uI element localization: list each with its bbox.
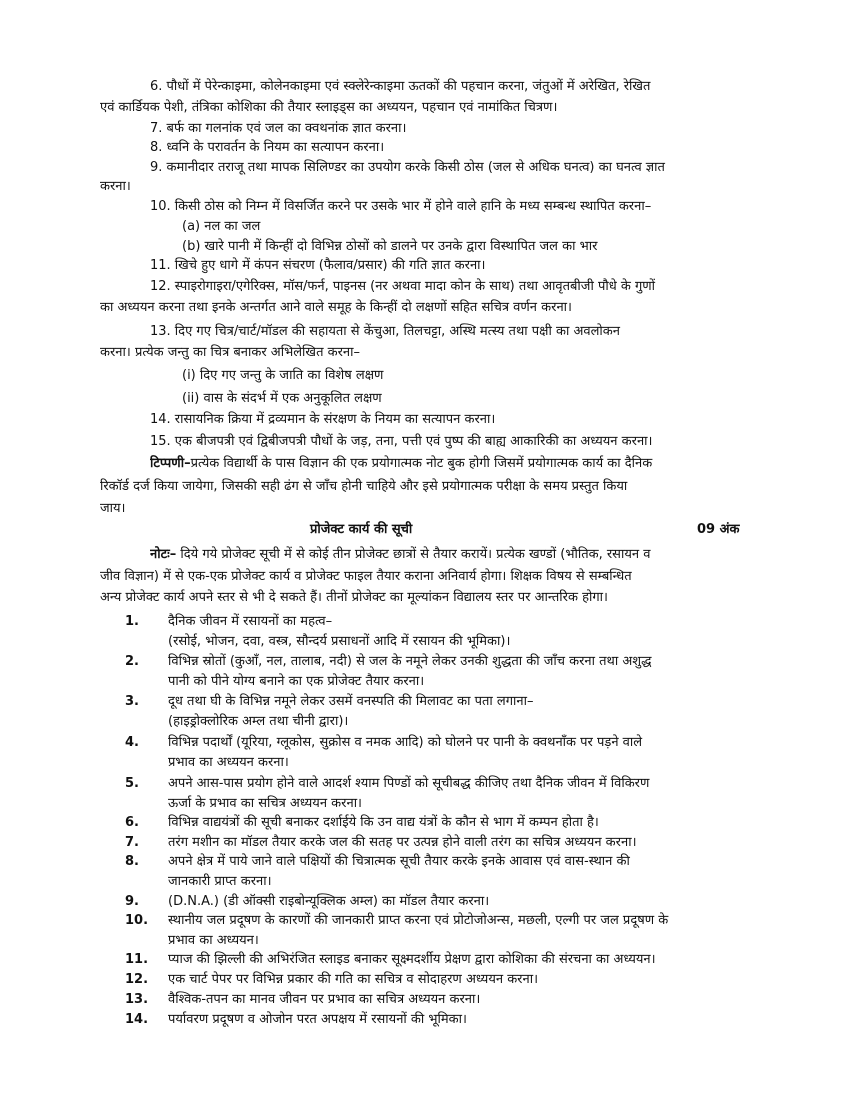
remark-label: टिप्पणी– xyxy=(150,456,191,471)
project-item-text: अपने क्षेत्र में पाये जाने वाले पक्षियों की चित्रात्मक सूची तैयार करके इनके आवास एवं वास-स्थान की xyxy=(168,854,630,869)
project-item-text: दूध तथा घी के विभिन्न नमूने लेकर उसमें वनस्पति की मिलावट का पता लगाना– xyxy=(168,694,534,709)
practical-9-line-2: करना। xyxy=(100,179,131,194)
project-item-text: तरंग मशीन का मॉडल तैयार करके जल की सतह पर उत्पन्न होने वाली तरंग का सचित्र अध्ययन करना। xyxy=(168,835,637,850)
project-item-number: 1. xyxy=(125,614,139,629)
project-item-number: 3. xyxy=(125,694,139,709)
project-item-text: (D.N.A.) (डी ऑक्सी राइबोन्यूक्लिक अम्ल) का मॉडल तैयार करना। xyxy=(168,894,490,909)
practical-13-ii: (ii) वास के संदर्भ में एक अनुकूलित लक्षण xyxy=(182,391,382,406)
project-item-text-continued: (हाइड्रोक्लोरिक अम्ल तथा चीनी द्वारा)। xyxy=(168,714,349,729)
practical-7: 7. बर्फ का गलनांक एवं जल का क्वथनांक ज्ञात करना। xyxy=(150,121,407,136)
project-heading xyxy=(100,519,770,539)
practical-6-line-2: एवं कार्डियक पेशी, तंत्रिका कोशिका की तैयार स्लाइड्स का अध्ययन, पहचान एवं नामांकित चित्रण। xyxy=(100,100,558,115)
project-item-text: स्थानीय जल प्रदूषण के कारणों की जानकारी प्राप्त करना एवं प्रोटोजोअन्स, मछली, एल्गी पर जल प्रदूषण के xyxy=(168,913,669,928)
project-item-number: 12. xyxy=(125,972,149,987)
project-item-text: पर्यावरण प्रदूषण व ओजोन परत अपक्षय में रसायनों की भूमिका। xyxy=(168,1012,467,1027)
project-note-text: दिये गये प्रोजेक्ट सूची में से कोई तीन प्रोजेक्ट छात्रों से तैयार करायें। प्रत्येक खण्डों (भौतिक, रसायन व xyxy=(180,547,651,562)
project-item-text: दैनिक जीवन में रसायनों का महत्व– xyxy=(168,614,333,629)
practical-12-line-2: का अध्ययन करना तथा इनके अन्तर्गत आने वाले समूह के किन्हीं दो लक्षणों सहित सचित्र वर्णन करना। xyxy=(100,300,572,315)
project-item-number: 11. xyxy=(125,952,149,967)
project-item-text: प्याज की झिल्ली की अभिरंजित स्लाइड बनाकर सूक्ष्मदर्शीय प्रेक्षण द्वारा कोशिका की संरचना का अध्ययन। xyxy=(168,952,656,967)
project-item-text: विभिन्न स्रोतों (कुआँ, नल, तालाब, नदी) से जल के नमूने लेकर उनकी शुद्धता की जाँच करना तथा अशुद्ध xyxy=(168,654,652,669)
project-item-text-continued: (रसोई, भोजन, दवा, वस्त्र, सौन्दर्य प्रसाधनों आदि में रसायन की भूमिका)। xyxy=(168,634,511,649)
practical-9-line-1: 9. कमानीदार तराजू तथा मापक सिलिण्डर का उपयोग करके किसी ठोस (जल से अधिक घनत्व) का घनत्व ज्ञात xyxy=(150,160,665,175)
practical-13-line-1: 13. दिए गए चित्र/चार्ट/मॉडल की सहायता से केंचुआ, तिलचट्टा, अस्थि मत्स्य तथा पक्षी का अवलोकन xyxy=(150,324,620,339)
practical-15: 15. एक बीजपत्री एवं द्विबीजपत्री पौधों के जड़, तना, पत्ती एवं पुष्प की बाह्य आकारिकी का अध्ययन करना। xyxy=(150,434,653,449)
remark-text: प्रत्येक विद्यार्थी के पास विज्ञान की एक प्रयोगात्मक नोट बुक होगी जिसमें प्रयोगात्मक कार्य का दैनिक xyxy=(190,456,653,471)
practical-11: 11. खिचे हुए धागे में कंपन संचरण (फैलाव/प्रसार) की गति ज्ञात करना। xyxy=(150,258,486,273)
practical-10: 10. किसी ठोस को निम्न में विसर्जित करने पर उसके भार में होने वाले हानि के मध्य सम्बन्ध स्थापित करना– xyxy=(150,199,652,214)
project-note-label: नोटः– xyxy=(150,547,177,562)
project-item-number: 8. xyxy=(125,854,139,869)
practical-13-line-2: करना। प्रत्येक जन्तु का चित्र बनाकर अभिलेखित करना– xyxy=(100,345,360,360)
remark-line-1 xyxy=(150,454,770,473)
project-item-text: विभिन्न वाद्ययंत्रों की सूची बनाकर दर्शाईये कि उन वाद्य यंत्रों के कौन से भाग में कम्पन होता है। xyxy=(168,815,599,830)
project-item-text: विभिन्न पदार्थों (यूरिया, ग्लूकोस, सुक्रोस व नमक आदि) को घोलने पर पानी के क्वथनाँक पर पड़ने वाले xyxy=(168,735,643,750)
practical-10a: (a) नल का जल xyxy=(182,219,261,234)
project-title: प्रोजेक्ट कार्य की सूची xyxy=(310,522,413,537)
project-item-text-continued: ऊर्जा के प्रभाव का सचित्र अध्ययन करना। xyxy=(168,796,362,811)
practical-12-line-1: 12. स्पाइरोगाइरा/एगेरिक्स, मॉस/फर्न, पाइनस (नर अथवा मादा कोन के साथ) तथा आवृतबीजी पौधे के गुणों xyxy=(150,279,656,294)
project-note-line-1 xyxy=(150,545,770,564)
practical-8: 8. ध्वनि के परावर्तन के नियम का सत्यापन करना। xyxy=(150,140,385,155)
practical-14: 14. रासायनिक क्रिया में द्रव्यमान के संरक्षण के नियम का सत्यापन करना। xyxy=(150,412,496,427)
project-item-text-continued: प्रभाव का अध्ययन। xyxy=(168,933,259,948)
project-item-number: 13. xyxy=(125,992,149,1007)
project-item-text-continued: जानकारी प्राप्त करना। xyxy=(168,874,272,889)
remark-line-3: जाय। xyxy=(100,501,126,516)
project-item-number: 7. xyxy=(125,835,139,850)
project-item-text: वैश्विक-तपन का मानव जीवन पर प्रभाव का सचित्र अध्ययन करना। xyxy=(168,992,481,1007)
project-item-text: अपने आस-पास प्रयोग होने वाले आदर्श श्याम पिण्डों को सूचीबद्ध कीजिए तथा दैनिक जीवन में विकिरण xyxy=(168,776,650,791)
project-item-number: 6. xyxy=(125,815,139,830)
project-item-number: 2. xyxy=(125,654,139,669)
practical-6-line-1: 6. पौधों में पेरेन्काइमा, कोलेनकाइमा एवं स्क्लेरेन्काइमा ऊतकों की पहचान करना, जंतुओं में अरेखित, रेखित xyxy=(150,79,651,94)
practical-13-i: (i) दिए गए जन्तु के जाति का विशेष लक्षण xyxy=(182,368,384,383)
project-item-number: 14. xyxy=(125,1012,149,1027)
project-item-number: 5. xyxy=(125,776,139,791)
project-item-number: 10. xyxy=(125,913,149,928)
project-item-text-continued: पानी को पीने योग्य बनाने का एक प्रोजेक्ट तैयार करना। xyxy=(168,674,425,689)
project-marks: 09 अंक xyxy=(697,522,740,537)
remark-line-2: रिकॉर्ड दर्ज किया जायेगा, जिसकी सही ढंग से जाँच होनी चाहिये और इसे प्रयोगात्मक परीक्षा के समय प्रस्तुत किया xyxy=(100,479,628,494)
project-note-line-3: अन्य प्रोजेक्ट कार्य अपने स्तर से भी दे सकते हैं। तीनों प्रोजेक्ट का मूल्यांकन विद्यालय स्तर पर आन्तरिक होगा। xyxy=(100,590,608,605)
project-item-text: एक चार्ट पेपर पर विभिन्न प्रकार की गति का सचित्र व सोदाहरण अध्ययन करना। xyxy=(168,972,539,987)
practical-10b: (b) खारे पानी में किन्हीं दो विभिन्न ठोसों को डालने पर उनके द्वारा विस्थापित जल का भार xyxy=(182,239,598,254)
project-note-line-2: जीव विज्ञान) में से एक-एक प्रोजेक्ट कार्य व प्रोजेक्ट फाइल तैयार कराना अनिवार्य होगा। शिक्षक विषय से सम्बन्धित xyxy=(100,569,632,584)
project-item-text-continued: प्रभाव का अध्ययन करना। xyxy=(168,755,289,770)
project-item-number: 9. xyxy=(125,894,139,909)
project-item-number: 4. xyxy=(125,735,139,750)
